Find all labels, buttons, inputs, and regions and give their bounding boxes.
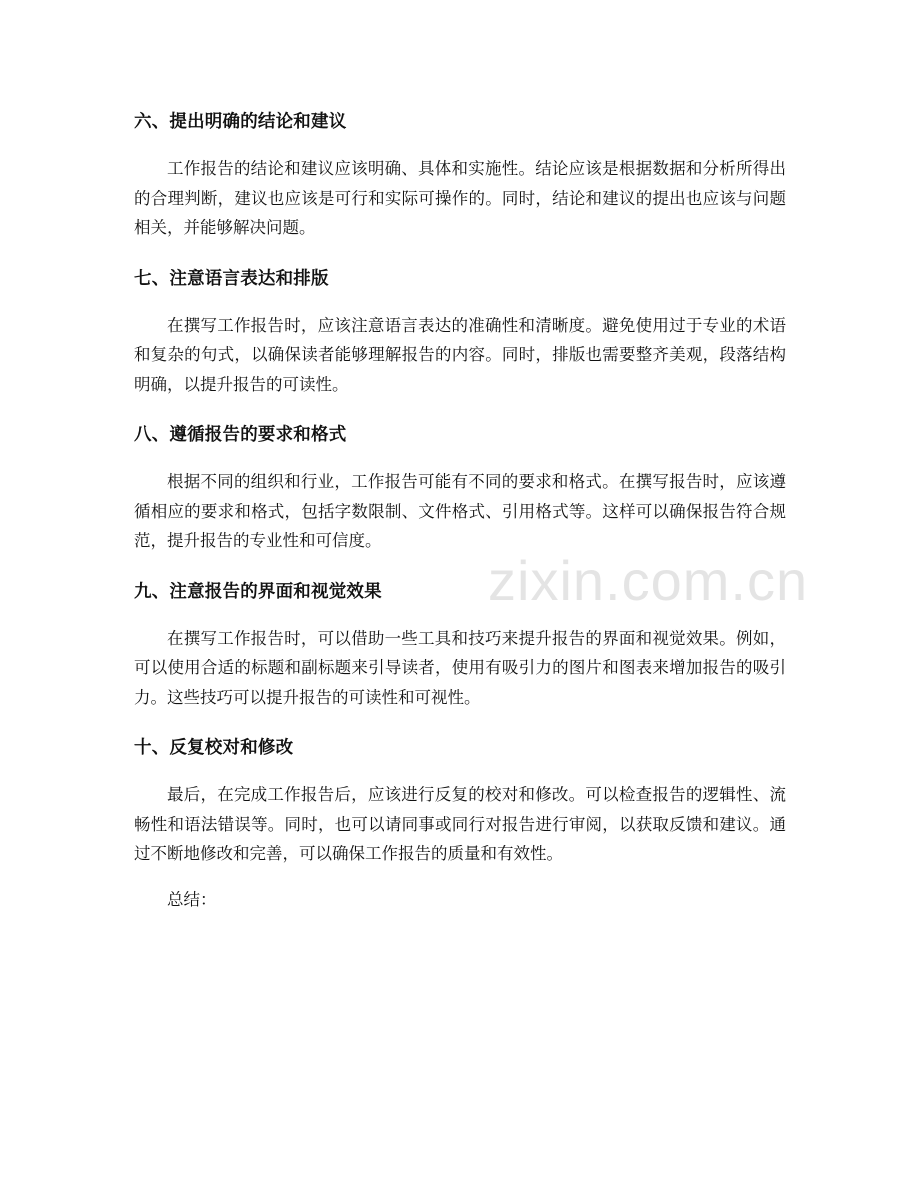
section-paragraph: 根据不同的组织和行业，工作报告可能有不同的要求和格式。在撰写报告时，应该遵循相应的要求和格式，包括字数限制、文件格式、引用格式等。这样可以确保报告符合规范，提升报告的专业性和可信度。: [134, 472, 786, 550]
section-6: [134, 102, 786, 243]
section-heading: 八、遵循报告的要求和格式: [134, 425, 347, 445]
section-heading: 六、提出明确的结论和建议: [134, 112, 347, 132]
section-10: [134, 728, 786, 869]
section-7: [134, 259, 786, 400]
section-heading: 十、反复校对和修改: [134, 738, 294, 758]
section-9: [134, 572, 786, 713]
section-8: [134, 415, 786, 556]
section-paragraph: 在撰写工作报告时，应该注意语言表达的准确性和清晰度。避免使用过于专业的术语和复杂的句式，以确保读者能够理解报告的内容。同时，排版也需要整齐美观，段落结构明确，以提升报告的可读性。: [134, 315, 786, 394]
watermark: zixin.com.cn: [488, 549, 809, 612]
section-paragraph: 在撰写工作报告时，可以借助一些工具和技巧来提升报告的界面和视觉效果。例如，可以使用合适的标题和副标题来引导读者，使用有吸引力的图片和图表来增加报告的吸引力。这些技巧可以提升报告的可读性和可视性。: [134, 628, 786, 707]
section-paragraph: 工作报告的结论和建议应该明确、具体和实施性。结论应该是根据数据和分析所得出的合理判断，建议也应该是可行和实际可操作的。同时，结论和建议的提出也应该与问题相关，并能够解决问题。: [134, 159, 786, 237]
summary-label: 总结：: [167, 889, 217, 909]
section-paragraph: 最后，在完成工作报告后，应该进行反复的校对和修改。可以检查报告的逻辑性、流畅性和语法错误等。同时，也可以请同事或同行对报告进行审阅，以获取反馈和建议。通过不断地修改和完善，可以确保工作报告的质量和有效性。: [134, 785, 786, 863]
document-content: [134, 102, 786, 914]
section-heading: 九、注意报告的界面和视觉效果: [134, 581, 382, 602]
section-heading: 七、注意语言表达和排版: [134, 268, 329, 289]
